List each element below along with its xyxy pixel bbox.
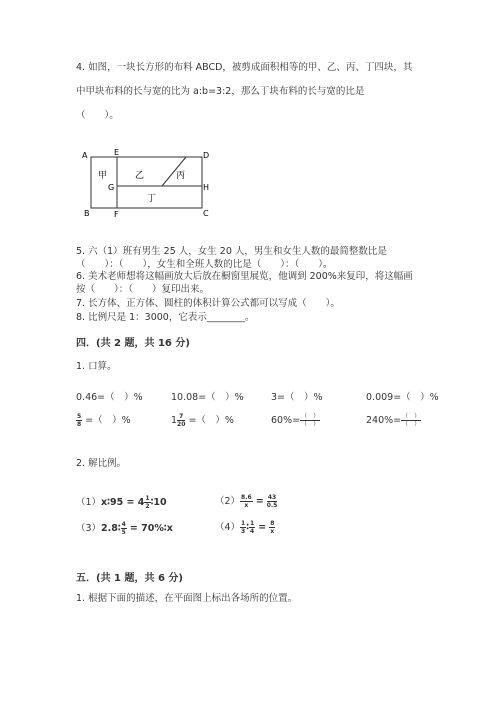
calc-r2-c3 — [271, 413, 320, 428]
q7-text: 7. 长方体、正方体、圆柱的体积计算公式都可以写成（ ）。 — [76, 298, 340, 309]
proportion-expr-rest: = 70%∶x — [129, 523, 173, 534]
ratio-colon: ∶ — [246, 522, 250, 533]
q8-text: 8. 比例尺是 1：3000，它表示________。 — [76, 312, 255, 323]
frac-den: （ ） — [301, 421, 320, 428]
proportion-label: （3） — [76, 523, 102, 534]
fraction — [267, 494, 278, 509]
section4-sub1: 1. 口算。 — [76, 361, 117, 372]
equals-sign: = — [255, 496, 264, 507]
q5-line2: （ ）：（ ），女生和全班人数的比是（ ）：（ ）。 — [76, 259, 333, 270]
frac-den: 5 — [121, 529, 126, 536]
section5-sub1: 1. 根据下面的描述，在平面图上标出各场所的位置。 — [76, 593, 298, 604]
rectangle-figure — [82, 146, 212, 222]
fraction — [76, 413, 82, 428]
q4-line1: 4. 如图，一块长方形的布料 ABCD，被剪成面积相等的甲、乙、丙、丁四块，其 — [76, 62, 413, 73]
label-H: H — [203, 183, 210, 192]
frac-den: x — [244, 502, 249, 509]
calc-r2-c4-pre: 240%= — [366, 415, 402, 426]
label-B: B — [84, 209, 90, 218]
proportion-label: （1） — [76, 497, 102, 508]
proportion-label: （2） — [215, 496, 241, 507]
calc-r1-c4: 0.009=（ ）% — [366, 392, 439, 403]
region-jia: 甲 — [98, 171, 108, 181]
frac-num: 43 — [267, 494, 277, 501]
proportion-expr: x∶95 = 4 — [101, 497, 145, 508]
calc-r2-c3-pre: 60%= — [271, 415, 301, 426]
proportion-4 — [215, 520, 275, 535]
frac-num: 1 — [145, 495, 150, 502]
calc-r1-c3: 3=（ ）% — [271, 392, 323, 403]
frac-num: （ ） — [402, 413, 421, 420]
calc-r2-c4 — [366, 413, 421, 428]
frac-den: 0.5 — [266, 502, 278, 509]
frac-num: （ ） — [301, 413, 320, 420]
frac-den: 2 — [145, 503, 150, 510]
section4-title: 四．(共 2 题，共 16 分) — [76, 338, 190, 349]
equals-sign: = — [258, 522, 267, 533]
q6-line1: 6. 美术老师想将这幅画放大后放在橱窗里展览，他调到 200%来复印，将这幅画 — [76, 271, 413, 282]
section5-title: 五．(共 1 题，共 6 分) — [76, 573, 183, 584]
proportion-3 — [76, 521, 173, 536]
calc-r2-c2-rest: =（ ）% — [188, 415, 234, 426]
label-E: E — [114, 148, 120, 157]
calc-r1-c2: 10.08=（ ）% — [171, 392, 244, 403]
label-A: A — [82, 151, 88, 160]
frac-den: 4 — [250, 528, 255, 535]
region-bing: 丙 — [176, 171, 186, 181]
fraction — [300, 413, 320, 428]
label-D: D — [203, 151, 210, 160]
mixed-whole: 1 — [171, 415, 178, 426]
proportion-2 — [215, 494, 277, 509]
frac-den: 3 — [241, 528, 246, 535]
label-C: C — [203, 209, 209, 218]
frac-num: 1 — [241, 520, 246, 527]
q4-line2: 中甲块布料的长与宽的比为 a:b=3:2，那么丁块布料的长与宽的比是 — [76, 86, 365, 97]
fraction — [249, 520, 255, 535]
frac-num: 8.6 — [241, 494, 252, 501]
frac-num: 1 — [250, 520, 255, 527]
fraction — [401, 413, 421, 428]
proportion-expr: 2.8∶ — [101, 523, 121, 534]
proportion-expr-rest: ∶10 — [150, 497, 167, 508]
frac-num: 8 — [270, 520, 275, 527]
calc-r2-c2 — [171, 413, 234, 428]
frac-num: 4 — [121, 521, 126, 528]
q4-line3: （ ）。 — [76, 110, 119, 121]
proportion-label: （4） — [215, 522, 241, 533]
section4-sub2: 2. 解比例。 — [76, 458, 127, 469]
q5-line1: 5. 六（1）班有男生 25 人，女生 20 人，男生和女生人数的最简整数比是 — [76, 246, 387, 257]
fraction — [240, 494, 253, 509]
frac-den: （ ） — [402, 421, 421, 428]
fraction — [269, 520, 275, 535]
fraction — [177, 413, 185, 428]
frac-num: 7 — [177, 413, 185, 421]
region-ding: 丁 — [147, 194, 157, 204]
label-F: F — [114, 210, 119, 219]
calc-r2-c1 — [76, 413, 131, 428]
label-G: G — [108, 183, 115, 192]
calc-r1-c1: 0.46=（ ）% — [76, 392, 143, 403]
frac-den: x — [270, 528, 275, 535]
frac-den: 8 — [77, 421, 82, 428]
proportion-1 — [76, 495, 167, 510]
fraction — [121, 521, 127, 536]
calc-r2-c1-rest: =（ ）% — [85, 415, 131, 426]
frac-num: 5 — [77, 413, 82, 420]
region-yi: 乙 — [135, 171, 145, 181]
q6-line2: 按（ ）：（ ）复印出来。 — [76, 284, 210, 295]
frac-den: 20 — [177, 421, 186, 428]
